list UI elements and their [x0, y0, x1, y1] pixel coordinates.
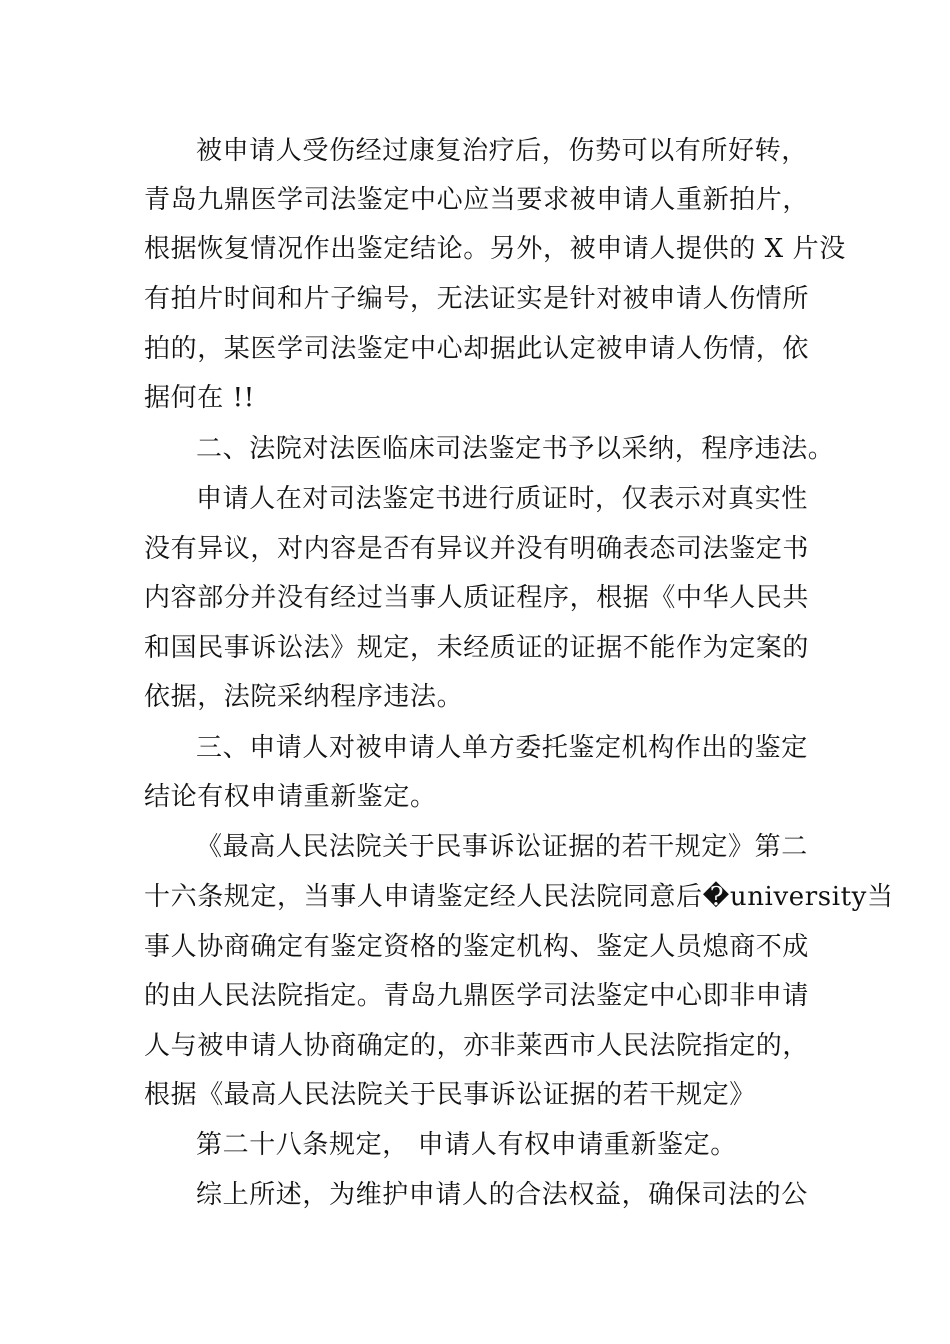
paragraph-line: 事人协商确定有鉴定资格的鉴定机构、鉴定人员熄商不成 [144, 932, 810, 962]
paragraph-line: 被申请人受伤经过康复治疗后，伤势可以有所好转， [196, 136, 808, 166]
paragraph-line: 根据恢复情况作出鉴定结论。另外，被申请人提供的 X 片没 [144, 234, 846, 264]
paragraph-line: 和国民事诉讼法》规定，未经质证的证据不能作为定案的 [144, 633, 810, 663]
paragraph-line: 《最高人民法院关于民事诉讼证据的若干规定》第二 [196, 832, 808, 862]
paragraph-line: 青岛九鼎医学司法鉴定中心应当要求被申请人重新拍片， [144, 185, 810, 215]
paragraph-line: 没有异议，对内容是否有异议并没有明确表态司法鉴定书 [144, 534, 810, 564]
paragraph-line: 申请人在对司法鉴定书进行质证时，仅表示对真实性 [196, 484, 808, 514]
paragraph-line: 综上所述，为维护申请人的合法权益，确保司法的公 [196, 1180, 808, 1210]
paragraph-line: 十六条规定，当事人申请鉴定经人民法院同意后�university当 [144, 882, 894, 912]
paragraph-line: 有拍片时间和片子编号，无法证实是针对被申请人伤情所 [144, 284, 810, 314]
paragraph-line: 人与被申请人协商确定的，亦非莱西市人民法院指定的， [144, 1031, 810, 1061]
section-heading-continued: 结论有权申请重新鉴定。 [144, 782, 437, 812]
paragraph-line: 第二十八条规定， 申请人有权申请重新鉴定。 [196, 1130, 737, 1160]
paragraph-line: 拍的，某医学司法鉴定中心却据此认定被申请人伤情，依 [144, 334, 810, 364]
paragraph-line: 根据《最高人民法院关于民事诉讼证据的若干规定》 [144, 1080, 756, 1110]
paragraph-line: 依据，法院采纳程序违法。 [144, 682, 464, 712]
paragraph-line: 内容部分并没有经过当事人质证程序，根据《中华人民共 [144, 583, 810, 613]
paragraph-line: 据何在 !! [144, 383, 255, 413]
section-heading: 二、法院对法医临床司法鉴定书予以采纳，程序违法。 [196, 434, 835, 464]
section-heading: 三、申请人对被申请人单方委托鉴定机构作出的鉴定 [196, 733, 808, 763]
paragraph-line: 的由人民法院指定。青岛九鼎医学司法鉴定中心即非申请 [144, 981, 810, 1011]
